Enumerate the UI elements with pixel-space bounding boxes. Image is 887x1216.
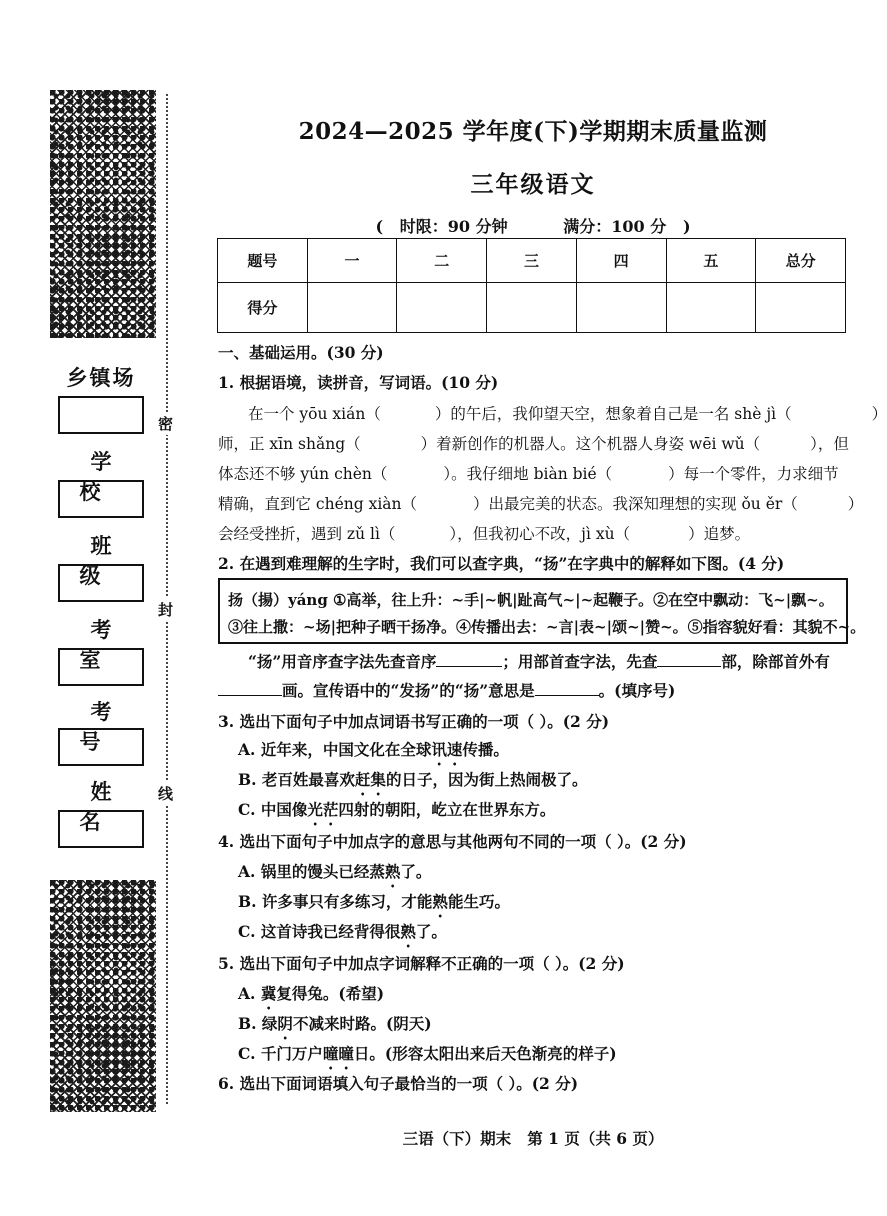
score-cell[interactable] [397,283,487,333]
time-and-score: ( 时限：90 分钟 满分：100 分 ) [375,217,691,236]
q5-option-b[interactable]: B. 绿阴不减来时路。(阴天) [238,1014,432,1033]
q4-option-b[interactable]: B. 许多事只有多练习，才能熟能生巧。 [238,892,510,911]
score-cell[interactable] [487,283,577,333]
question-6-stem: 6. 选出下面词语填入句子最恰当的一项（ ）。(2 分) [218,1074,579,1093]
score-table [217,238,846,333]
q4-option-c[interactable]: C. 这首诗我已经背得很熟了。 [238,922,447,941]
score-header: 题号 [218,239,308,283]
score-header: 二 [397,239,487,283]
score-header: 四 [576,239,666,283]
answer-blank[interactable] [218,681,282,696]
score-header: 三 [487,239,577,283]
label-class: 班 级 [79,533,134,588]
q1-line-2: 师，正 xīn shǎng（ ）着新创作的机器人。这个机器人身姿 wēi wǔ（ ），但 [218,435,849,453]
score-row-label: 得分 [218,283,308,333]
question-2-stem: 2. 在遇到难理解的生字时，我们可以查字典，“扬”在字典中的解释如下图。(4 分) [218,554,785,573]
class-field[interactable] [58,564,144,602]
q1-line-4: 精确，直到它 chéng xiàn（ ）出最完美的状态。我深知理想的实现 ǒu ěr（ ） [218,495,864,513]
q1-line-1: 在一个 yōu xián（ ）的午后，我仰望天空，想象着自己是一名 shè jì（ ） [248,405,887,423]
section-heading: 一、基础运用。(30 分) [218,343,384,362]
dictionary-line-1: 扬（揚）yáng ①高举，往上升：~手|~帆|趾高气~|~起鞭子。②在空中飘动：飞~|飘~。 [228,591,834,609]
q4-option-a[interactable]: A. 锅里的馒头已经蒸熟了。 [238,862,432,881]
q2-fill-line-2: 画。宣传语中的“发扬”的“扬”意思是 。(填序号) [218,681,854,701]
page-footer: 三语（下）期末 第 1 页（共 6 页） [402,1129,664,1148]
answer-blank[interactable] [535,681,599,696]
q1-line-3: 体态还不够 yún chèn（ ）。我仔细地 biàn bié（ ）每一个零件，力求细节 [218,465,839,483]
q3-option-c[interactable]: C. 中国像光茫四射的朝阳，屹立在世界东方。 [238,800,556,819]
binding-char-close: 封 [158,598,173,621]
label-exam-room: 考 室 [79,617,134,672]
dictionary-entry-box [218,578,866,644]
q3-option-a[interactable]: A. 近年来，中国文化在全球讯速传播。 [238,740,509,759]
q2-fill-line-1: “扬”用音序查字法先查音序 ；用部首查字法，先查 部，除部首外有 [248,652,830,671]
label-township: 乡镇场 [66,365,136,390]
exam-number-field[interactable] [58,728,144,766]
question-5-stem: 5. 选出下面句子中加点字词解释不正确的一项（ ）。(2 分) [218,954,625,973]
label-school: 学 校 [79,449,134,504]
binding-pattern-bottom [50,880,156,1112]
q5-option-c[interactable]: C. 千门万户曈曈日。(形容太阳出来后天色渐亮的样子) [238,1044,617,1063]
binding-char-seal: 密 [158,412,173,435]
township-field[interactable] [58,396,144,434]
score-cell[interactable] [576,283,666,333]
exam-room-field[interactable] [58,648,144,686]
exam-title: 2024—2025 学年度(下)学期期末质量监测 [298,118,768,145]
label-name: 姓 名 [79,779,134,834]
score-header: 一 [307,239,397,283]
score-cell[interactable] [756,283,846,333]
dictionary-line-2: ③往上撒：~场|把种子晒干扬净。④传播出去：~言|表~|颂~|赞~。⑤指容貌好看：其貌不~。 [228,618,866,636]
name-field[interactable] [58,810,144,848]
question-3-stem: 3. 选出下面句子中加点词语书写正确的一项（ ）。(2 分) [218,712,610,731]
label-exam-number: 考 号 [79,699,134,754]
q5-option-a[interactable]: A. 冀复得兔。(希望) [238,984,385,1003]
question-1-stem: 1. 根据语境，读拼音，写词语。(10 分) [218,373,499,392]
answer-blank[interactable] [436,652,502,667]
answer-blank[interactable] [657,652,721,667]
binding-pattern-top [50,90,156,338]
binding-char-line: 线 [158,782,173,805]
score-cell[interactable] [307,283,397,333]
score-header: 总分 [756,239,846,283]
score-cell[interactable] [666,283,756,333]
score-header: 五 [666,239,756,283]
exam-subject: 三年级语文 [470,171,596,198]
school-field[interactable] [58,480,144,518]
question-4-stem: 4. 选出下面句子中加点字的意思与其他两句不同的一项（ ）。(2 分) [218,832,687,851]
q1-line-5: 会经受挫折，遇到 zǔ lì（ ），但我初心不改，jì xù（ ）追梦。 [218,525,751,543]
q3-option-b[interactable]: B. 老百姓最喜欢赶集的日子，因为街上热闹极了。 [238,770,588,789]
